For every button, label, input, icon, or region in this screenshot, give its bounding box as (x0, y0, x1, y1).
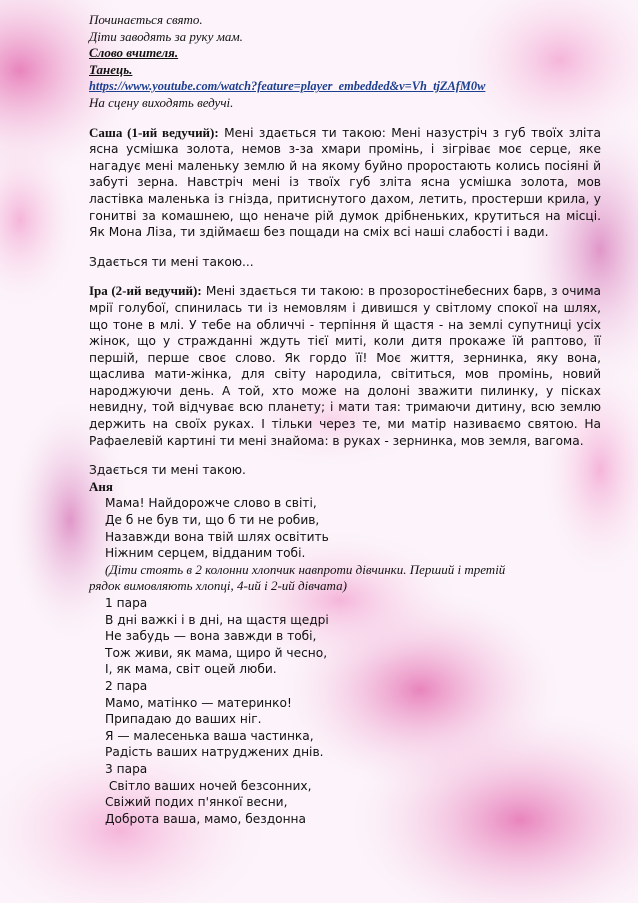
pair-poem-line: Тож живи, як мама, щиро й чесно, (105, 645, 328, 660)
pair-poem-line: Не забудь — вона завжди в тобі, (105, 629, 317, 644)
sasha-speaker: Саша (1-ий ведучий) (89, 124, 215, 140)
anya-poem-line: Ніжним серцем, відданим тобі. (105, 546, 306, 561)
pair-poem-line: Я — малесенька ваша частинка, (105, 728, 314, 743)
anya-poem-line: Назавжди вона твій шлях освітить (105, 529, 329, 544)
sasha-paragraph (89, 125, 601, 241)
anya-poem-line: Де б не був ти, що б ти не робив, (105, 513, 320, 528)
pair-label: 1 пара (105, 596, 148, 610)
ira-paragraph (89, 283, 601, 449)
pair-poem-line: В дні важкі і в дні, на щастя щедрі (105, 612, 329, 627)
anya-speaker: Аня (89, 478, 113, 494)
pair-label: 2 пара (105, 678, 148, 693)
anya-poem-line: Мама! Найдорожче слово в світі, (105, 496, 317, 511)
pair-poem-line: Доброта ваша, мамо, бездонна (105, 811, 306, 826)
intro-line-2: Діти заводять за руку мам. (89, 28, 243, 44)
intro-line-5: На сцену виходять ведучі. (89, 94, 234, 110)
intro-line-1: Починається свято. (89, 12, 203, 27)
sasha-colon: : (214, 124, 219, 140)
ira-speaker: Іра (2-ий ведучий) (89, 283, 198, 299)
ira-colon: : (197, 283, 202, 299)
pair-poem-line: Мамо, матінко — материнко! (105, 695, 292, 710)
pair-poem-line: Припадаю до ваших ніг. (105, 712, 262, 727)
sasha-end: Здається ти мені такою... (89, 254, 254, 269)
pair-poem-line: Свіжий подих п'янкої весни, (105, 795, 288, 810)
pair-poem-line: І, як мама, світ оцей люби. (105, 662, 277, 677)
sasha-text: Мені здається ти такою: Мені назустріч з губ твоїх зліта ясна усмішка золота, немов з-за хмари промінь, і зігріває моє серце, яке нагадує мені маленьку землю й на якому буйно проростають колись посіяні й забуті зерна. Навстріч мені із твоїх губ зліта ясна усмішка золота, мов ластівка маленька із гнізда, притиснутого дахом, летить, простерши крила, у гонитві за комашнею, що неначе рій думок дрібненьких, крутиться на місці. Як Мона Ліза, ти здіймаєш без пощади на сміх всі наші слабості і вади. (89, 125, 601, 240)
stage-direction-1: (Діти стоять в 2 колонни хлопчик навпроти дівчинки. Перший і третій (105, 561, 506, 577)
ira-text: Мені здається ти такою: в прозоростінебесних барв, з очима мрії голубої, спинилась ти із немовлям і дивишся у світлому спокої на шлях, що тоне в млі. У тебе на обличчі - терпіння й щастя - на землі супутниці усіх жінок, що у стражданні ждуть тієї миті, коли дитя прокаже їй раптово, її першій, перше своє слово. Як гордо її! Моє життя, зернинка, яку вона, щаслива мати-жінка, для світу народила, світиться, мов промінь, новий народжуючи день. А той, хто може на долоні зважити пилинку, у пісках невидну, той відчуває всю планету; і мати тая: тримаючи дитину, всю землю держить на своїх руках. І тільки через те, ми матір називаємо святою. На Рафаелевій картині ти мені знайома: в руках - зернинка, мов земля, вагома. (89, 284, 602, 448)
dance-heading: Танець. (89, 61, 133, 77)
youtube-link[interactable]: https://www.youtube.com/watch?feature=player_embedded&v=Vh_tjZAfM0w (89, 79, 486, 94)
document-page (89, 12, 601, 827)
ira-end: Здається ти мені такою. (89, 463, 246, 478)
pair-poem-line: Радість ваших натруджених днів. (105, 745, 324, 760)
stage-direction-2: рядок вимовляють хлопці, 4-ий і 2-ий дівчата) (89, 578, 347, 594)
pair-poem-line: Світло ваших ночей безсонних, (105, 778, 312, 793)
pair-label: 3 пара (105, 761, 148, 776)
teacher-word-heading: Слово вчителя. (89, 45, 179, 61)
